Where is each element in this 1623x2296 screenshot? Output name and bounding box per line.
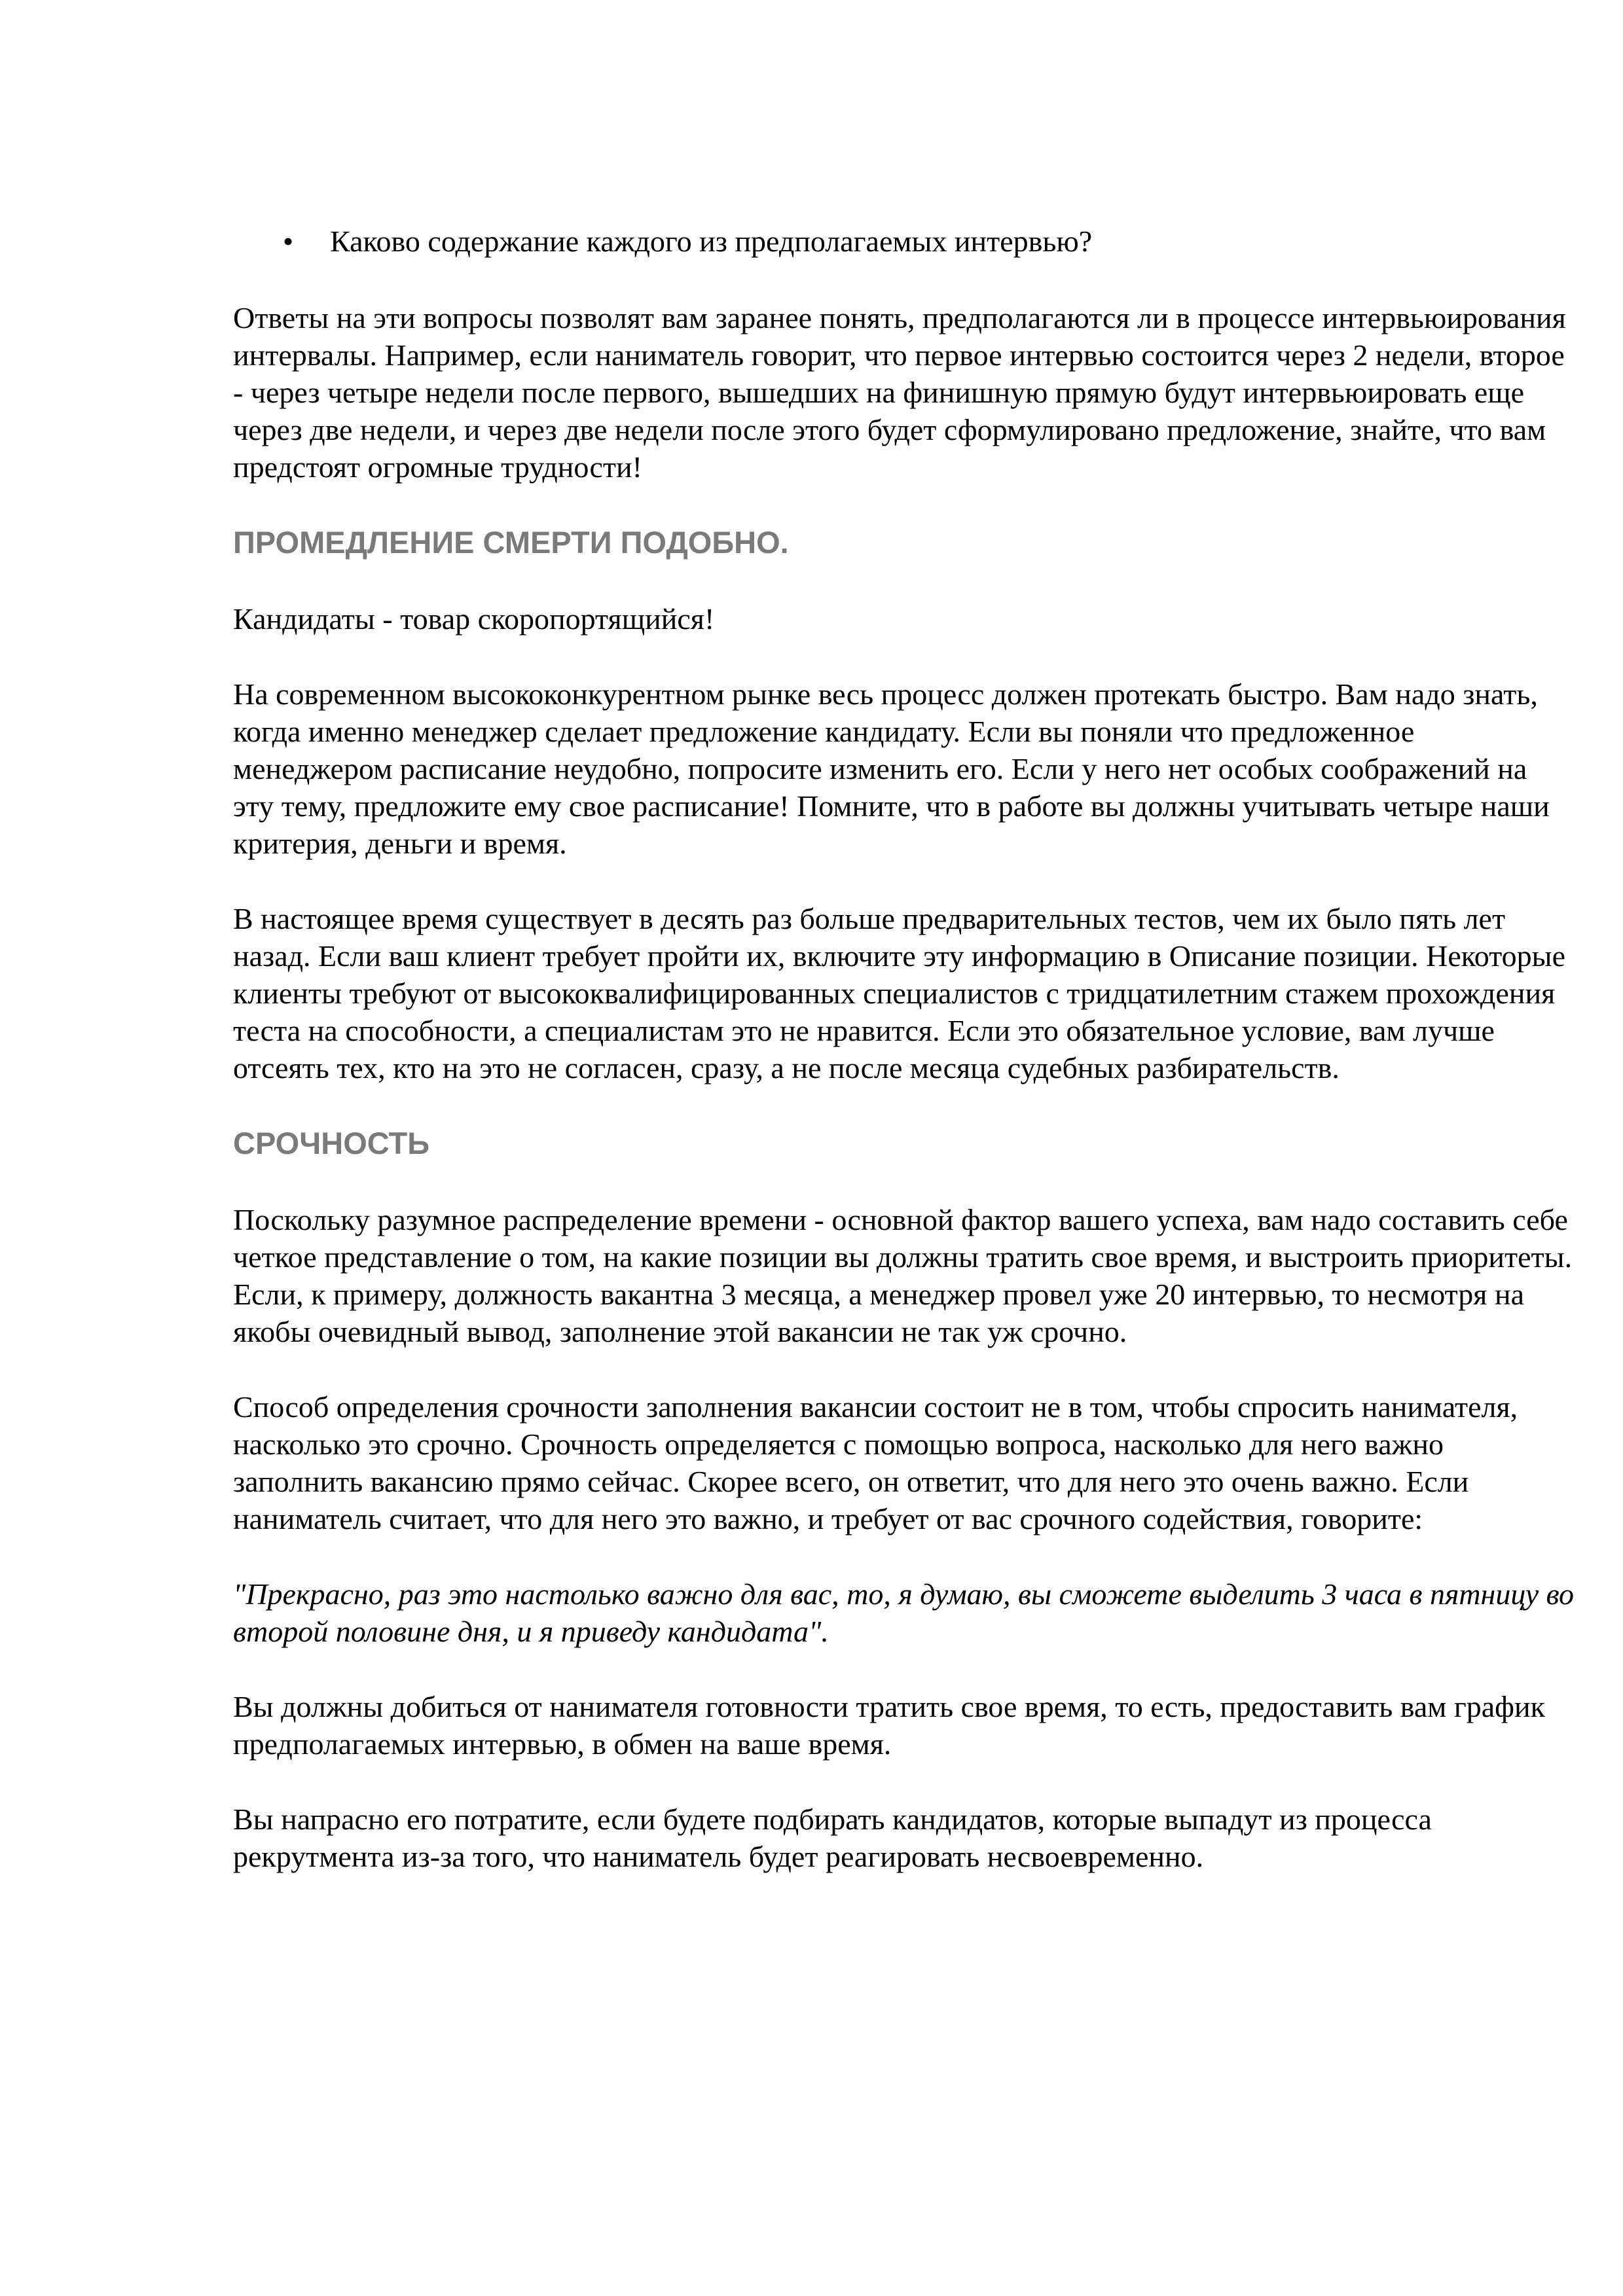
paragraph-fast-process: На современном высококонкурентном рынке весь процесс должен протекать быстро. Вам надо знать, когда именно менеджер сделает предложение кандидату. Если вы поняли что предложенное менеджером расписание неудобно, попросите изменить его. Если у него нет особых соображений на эту тему, предложите ему свое расписание! Помните, что в работе вы должны учитывать четыре наши критерия, деньги и время. [233, 677, 1550, 860]
bullet-item [233, 223, 1575, 260]
bullet-text: Каково содержание каждого из предполагаемых интервью? [330, 224, 1093, 258]
document-page [233, 223, 1575, 1913]
paragraph-employer-time: Вы должны добиться от нанимателя готовности тратить свое время, то есть, предоставить вам график предполагаемых интервью, в обмен на ваше время. [233, 1690, 1545, 1761]
paragraph-wasted-time: Вы напрасно его потратите, если будете подбирать кандидатов, которые выпадут из процесса рекрутмента из-за того, что наниматель будет реагировать несвоевременно. [233, 1803, 1432, 1873]
section-heading-delay: ПРОМЕДЛЕНИЕ СМЕРТИ ПОДОБНО. [233, 525, 789, 560]
bullet-marker: • [283, 224, 294, 258]
paragraph-urgency-method: Способ определения срочности заполнения вакансии состоит не в том, чтобы спросить нанимателя, насколько это срочно. Срочность определяется с помощью вопроса, насколько для него важно заполнить вакансию прямо сейчас. Скорее всего, он ответит, что для него это очень важно. Если наниматель считает, что для него это важно, и требует от вас срочного содействия, говорите: [233, 1390, 1518, 1535]
bullet-list [233, 223, 1575, 260]
paragraph-perishable-candidates: Кандидаты - товар скоропортящийся! [233, 602, 715, 636]
paragraph-interview-intervals: Ответы на эти вопросы позволят вам заранее понять, предполагаются ли в процессе интервьюирования интервалы. Например, если наниматель говорит, что первое интервью состоится через 2 недели, второе - через четыре недели после первого, вышедших на финишную прямую будут интервьюировать еще через две недели, и через две недели после этого будет сформулировано предложение, знайте, что вам предстоят огромные трудности! [233, 301, 1566, 484]
quote-paragraph: "Прекрасно, раз это настолько важно для вас, то, я думаю, вы сможете выделить 3 часа в пятницу во второй половине дня, и я приведу кандидата". [233, 1577, 1575, 1648]
paragraph-preliminary-tests: В настоящее время существует в десять раз больше предварительных тестов, чем их было пять лет назад. Если ваш клиент требует пройти их, включите эту информацию в Описание позиции. Некоторые клиенты требуют от высококвалифицированных специалистов с тридцатилетним стажем прохождения теста на способности, а специалистам это не нравится. Если это обязательное условие, вам лучше отсеять тех, кто на это не согласен, сразу, а не после месяца судебных разбирательств. [233, 902, 1565, 1085]
section-heading-urgency: СРОЧНОСТЬ [233, 1126, 430, 1160]
paragraph-priorities: Поскольку разумное распределение времени - основной фактор вашего успеха, вам надо составить себе четкое представление о том, на какие позиции вы должны тратить свое время, и выстроить приоритеты. Если, к примеру, должность вакантна 3 месяца, а менеджер провел уже 20 интервью, то несмотря на якобы очевидный вывод, заполнение этой вакансии не так уж срочно. [233, 1203, 1573, 1348]
